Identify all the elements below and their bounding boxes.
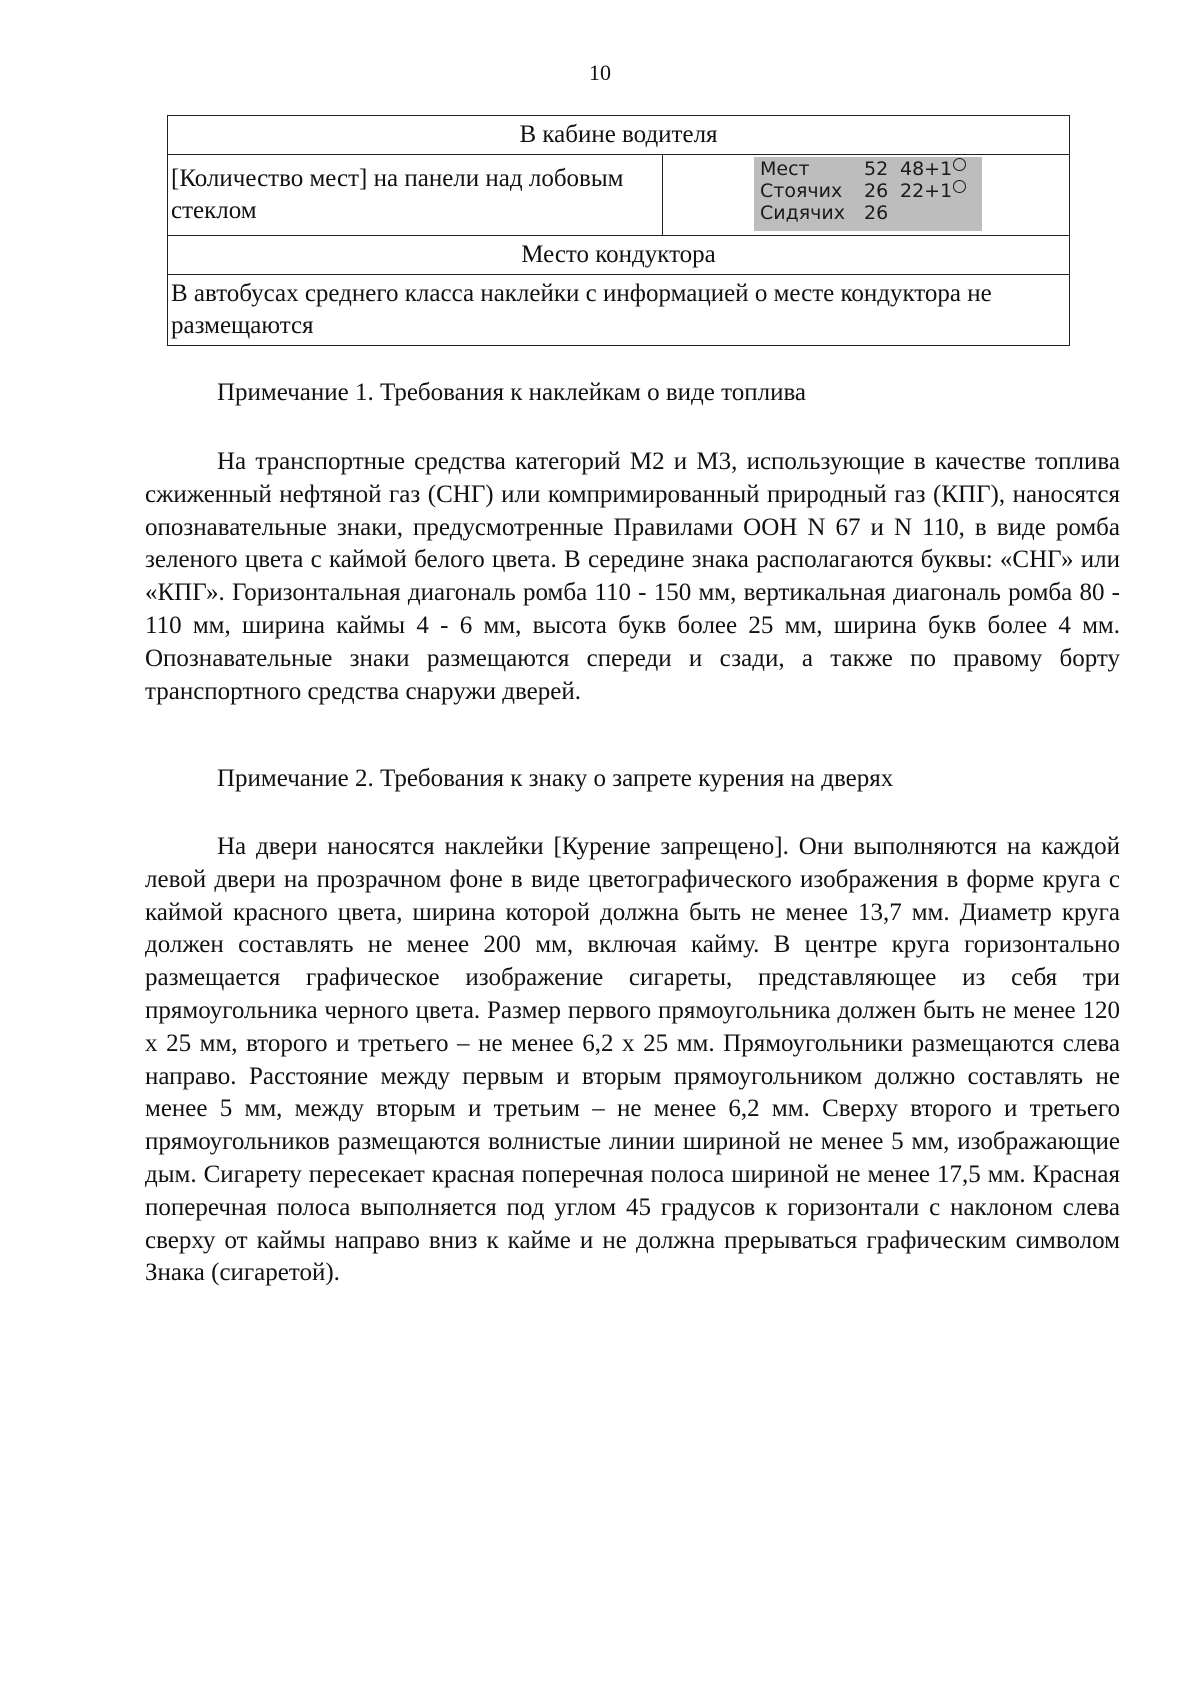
note2-text: На двери наносятся наклейки [Курение запрещено]. Они выполняются на каждой левой двери на прозрачном фоне в виде цветографического изображения в форме круга с каймой красного цвета, ширина которой должна быть не менее 13,7 мм. Диаметр круга должен составлять не менее 200 мм, включая кайму. В центре круга горизонтально размещается графическое изображение сигареты, представляющее из себя три прямоугольника черного цвета. Размер первого прямоугольника должен быть не менее 120 х 25 мм, второго и третьего – не менее 6,2 х 25 мм. Прямоугольники размещаются слева направо. Расстояние между первым и вторым прямоугольником должно составлять не менее 5 мм, между вторым и третьим – не менее 6,2 мм. Сверху второго и третьего прямоугольников размещаются волнистые линии шириной не менее 5 мм, изображающие дым. Сигарету пересекает красная поперечная полоса шириной не менее 17,5 мм. Красная поперечная полоса выполняется под углом 45 градусов к горизонтали с наклоном слева сверху от каймы направо вниз к кайме и не должна прерываться графическим символом Знака (сигаретой). — [145, 833, 1120, 1287]
wheelchair-icon — [953, 158, 966, 171]
seats-label: [Количество мест] на панели над лобовым стеклом — [168, 155, 663, 236]
display-value-extra: 22+1 — [900, 180, 953, 202]
display-label: Мест — [760, 158, 810, 180]
seat-count-display — [754, 157, 982, 231]
display-label: Сидячих — [760, 202, 845, 224]
display-cell — [663, 155, 1070, 236]
cabin-header: В кабине водителя — [168, 116, 1070, 155]
table-row — [168, 155, 1070, 236]
info-table — [167, 115, 1070, 346]
note2-title: Примечание 2. Требования к знаку о запрете курения на дверях — [217, 765, 894, 792]
display-value-extra: 48+1 — [900, 158, 953, 180]
note1-text: На транспортные средства категорий M2 и M3, использующие в качестве топлива сжиженный нефтяной газ (СНГ) или компримированный природный газ (КПГ), наносятся опознавательные знаки, предусмотренные Правилами ООН N 67 и N 110, в виде ромба зеленого цвета с каймой белого цвета. В середине знака располагаются буквы: «СНГ» или «КПГ». Горизонтальная диагональ ромба 110 - 150 мм, вертикальная диагональ ромба 80 - 110 мм, ширина каймы 4 - 6 мм, высота букв более 25 мм, ширина букв более 4 мм. Опознавательные знаки размещаются спереди и сзади, а также по правому борту транспортного средства снаружи дверей. — [145, 448, 1120, 705]
display-label: Стоячих — [760, 180, 843, 202]
display-row — [760, 180, 976, 202]
conductor-header: Место кондуктора — [168, 236, 1070, 275]
display-value: 26 — [864, 180, 889, 202]
note1-title: Примечание 1. Требования к наклейкам о виде топлива — [217, 379, 807, 406]
display-row — [760, 202, 976, 224]
conductor-note: В автобусах среднего класса наклейки с информацией о месте кондуктора не размещаются — [168, 275, 1070, 346]
table-row — [168, 236, 1070, 275]
wheelchair-icon — [953, 180, 966, 193]
table-row — [168, 116, 1070, 155]
display-value: 52 — [864, 158, 889, 180]
table-row — [168, 275, 1070, 346]
display-row — [760, 158, 976, 180]
page-number: 10 — [589, 60, 611, 85]
display-value: 26 — [864, 202, 889, 224]
